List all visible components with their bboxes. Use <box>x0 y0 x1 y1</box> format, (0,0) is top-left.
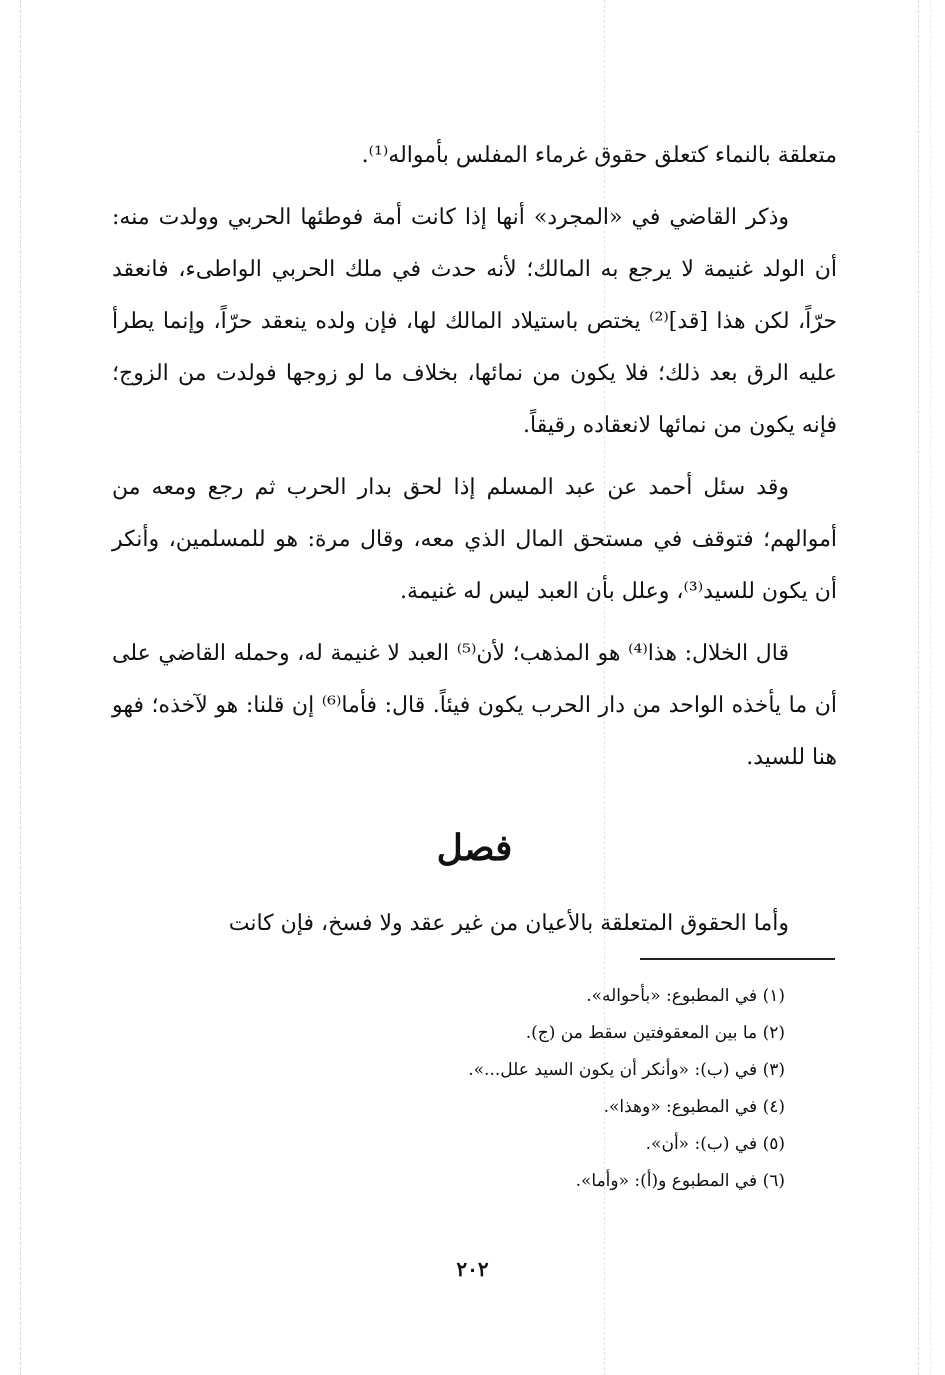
footnote-4: (٤) في المطبوع: «وهذا». <box>603 1097 785 1117</box>
footnote-6: (٦) في المطبوع و(أ): «وأما». <box>575 1171 785 1191</box>
footnote-3: (٣) في (ب): «وأنكر أن يكون السيد علل...». <box>468 1060 785 1080</box>
page-number: ٢٠٢ <box>456 1257 489 1281</box>
main-text <box>112 130 837 784</box>
paragraph-3: وقد سئل أحمد عن عبد المسلم إذا لحق بدار الحرب ثم رجع ومعه من أموالهم؛ فتوقف في مستحق المال الذي معه، وقال مرة: هو للمسلمين، وأنكر أن يكون للسيد⁽³⁾، وعلل بأن العبد ليس له غنيمة. <box>112 475 837 604</box>
scan-guide-line <box>20 0 21 1375</box>
scan-guide-line <box>918 0 919 1375</box>
paragraph-1: متعلقة بالنماء كتعلق حقوق غرماء المفلس بأمواله⁽¹⁾. <box>361 143 837 168</box>
footnote-1: (١) في المطبوع: «بأحواله». <box>586 986 785 1006</box>
footnote-5: (٥) في (ب): «أن». <box>645 1134 785 1154</box>
footnote-divider <box>640 958 835 960</box>
section-first-line: وأما الحقوق المتعلقة بالأعيان من غير عقد ولا فسخ، فإن كانت <box>228 911 789 936</box>
section-heading: فصل <box>436 827 513 869</box>
footnotes <box>300 978 785 1200</box>
scan-guide-line <box>930 0 931 1375</box>
footnote-2: (٢) ما بين المعقوفتين سقط من (ج). <box>525 1023 785 1043</box>
paragraph-4: قال الخلال: هذا⁽⁴⁾ هو المذهب؛ لأن⁽⁵⁾ العبد لا غنيمة له، وحمله القاضي على أن ما يأخذه الواحد من دار الحرب يكون فيئاً. قال: فأما⁽⁶⁾ إن قلنا: هو لآخذه؛ فهو هنا للسيد. <box>112 641 837 770</box>
paragraph-2: وذكر القاضي في «المجرد» أنها إذا كانت أمة فوطئها الحربي وولدت منه: أن الولد غنيمة لا يرجع به المالك؛ لأنه حدث في ملك الحربي الواطىء، فانعقد حرّاً، لكن هذا [قد]⁽²⁾ يختص باستيلاد المالك لها، فإن ولده ينعقد حرّاً، وإنما يطرأ عليه الرق بعد ذلك؛ فلا يكون من نمائها، بخلاف ما لو زوجها فولدت من الزوج؛ فإنه يكون من نمائها لانعقاده رقيقاً. <box>112 205 837 438</box>
